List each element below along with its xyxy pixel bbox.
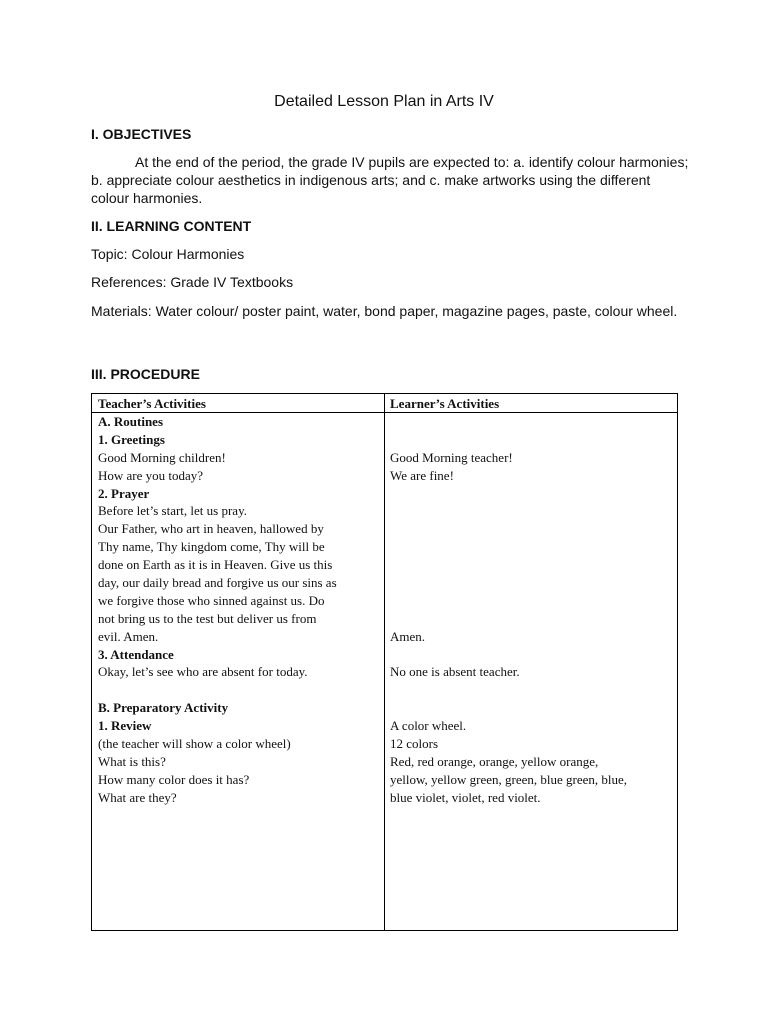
table-row xyxy=(390,431,674,449)
table-row: Amen. xyxy=(390,628,426,644)
table-row xyxy=(98,681,380,699)
table-row: What is this? xyxy=(98,753,166,769)
document-title: Detailed Lesson Plan in Arts IV xyxy=(274,93,494,110)
table-row: Red, red orange, orange, yellow orange, xyxy=(390,753,599,769)
table-row xyxy=(390,574,674,592)
table-row: evil. Amen. xyxy=(98,628,159,644)
table-row xyxy=(390,485,674,503)
learner-activities-header: Learner’s Activities xyxy=(390,396,500,411)
table-row: 1. Review xyxy=(98,718,152,734)
table-row: What are they? xyxy=(98,789,177,805)
table-row: 2. Prayer xyxy=(98,485,150,501)
table-column-divider xyxy=(384,394,385,930)
table-row: Before let’s start, let us pray. xyxy=(98,503,247,519)
table-row: Good Morning children! xyxy=(98,449,226,465)
table-row xyxy=(390,538,674,556)
table-row xyxy=(390,556,674,574)
table-row: A. Routines xyxy=(98,414,164,429)
materials-line: Materials: Water colour/ poster paint, water, bond paper, magazine pages, paste, colour wheel. xyxy=(91,303,678,319)
table-row: Okay, let’s see who are absent for today. xyxy=(98,664,308,680)
procedure-table xyxy=(91,393,678,931)
table-row: Our Father, who art in heaven, hallowed by xyxy=(98,521,324,537)
objectives-heading: I. OBJECTIVES xyxy=(91,126,192,142)
table-row xyxy=(390,520,674,538)
table-row: 12 colors xyxy=(390,736,439,752)
table-row: (the teacher will show a color wheel) xyxy=(98,736,291,752)
teacher-activities-header: Teacher’s Activities xyxy=(98,396,206,411)
table-row: blue violet, violet, red violet. xyxy=(390,789,541,805)
table-row xyxy=(390,610,674,628)
table-row: No one is absent teacher. xyxy=(390,664,520,680)
learning-content-heading: II. LEARNING CONTENT xyxy=(91,218,252,234)
table-row xyxy=(390,502,674,520)
topic-line: Topic: Colour Harmonies xyxy=(91,246,245,262)
table-row: A color wheel. xyxy=(390,718,467,734)
learner-activities-column xyxy=(390,413,674,807)
table-row: 3. Attendance xyxy=(98,646,174,662)
table-row xyxy=(390,699,674,717)
table-row xyxy=(390,413,674,431)
table-row xyxy=(390,592,674,610)
table-row: done on Earth as it is in Heaven. Give us this xyxy=(98,557,333,573)
procedure-heading: III. PROCEDURE xyxy=(91,366,200,382)
table-row: yellow, yellow green, green, blue green, blue, xyxy=(390,771,628,787)
table-row xyxy=(390,681,674,699)
table-row: We are fine! xyxy=(390,467,454,483)
table-row: day, our daily bread and forgive us our sins as xyxy=(98,575,337,591)
table-row: How many color does it has? xyxy=(98,771,250,787)
table-row: Thy name, Thy kingdom come, Thy will be xyxy=(98,539,325,555)
teacher-activities-column xyxy=(98,413,380,807)
table-row: we forgive those who sinned against us. Do xyxy=(98,592,325,608)
table-row: B. Preparatory Activity xyxy=(98,700,229,716)
table-row: Good Morning teacher! xyxy=(390,449,513,465)
table-row: How are you today? xyxy=(98,467,204,483)
objectives-text: At the end of the period, the grade IV pupils are expected to: a. identify colour harmonies; b. appreciate colour aesthetics in indigenous arts; and c. make artworks using the different colour harmonies. xyxy=(91,154,689,206)
table-row: not bring us to the test but deliver us from xyxy=(98,610,317,626)
table-row: 1. Greetings xyxy=(98,431,165,447)
references-line: References: Grade IV Textbooks xyxy=(91,274,294,290)
table-row xyxy=(390,646,674,664)
